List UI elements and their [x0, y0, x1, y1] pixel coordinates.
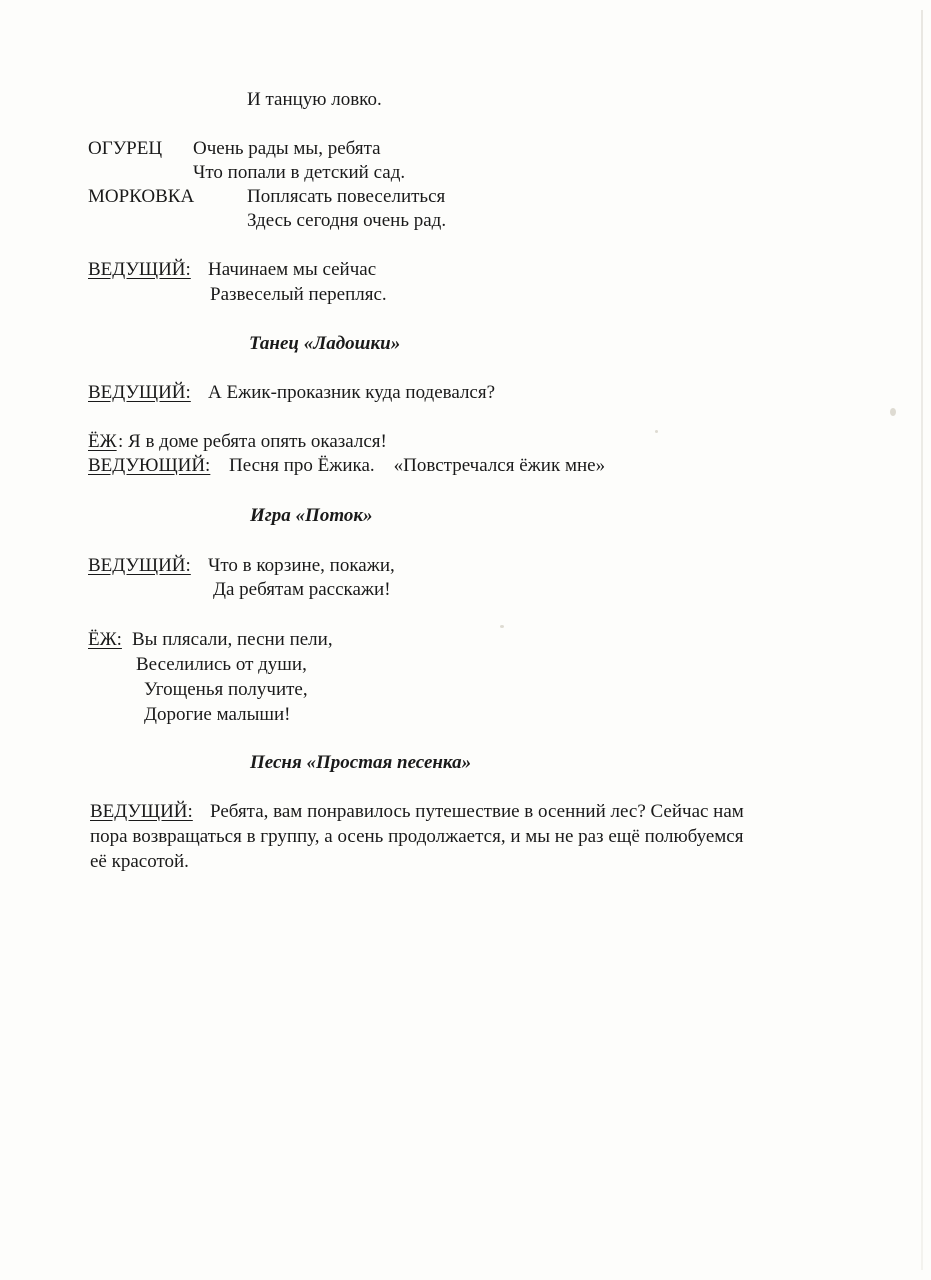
speaker-ezh: ЁЖ — [88, 431, 117, 452]
heading-dance: Танец «Ладошки» — [249, 333, 401, 354]
line-ved3-1: Песня про Ёжика. «Повстречался ёжик мне» — [229, 455, 606, 476]
line-ezh2-3: Угощенья получите, — [144, 679, 308, 700]
scan-speck — [655, 430, 658, 433]
scan-edge — [921, 10, 923, 1270]
line-morkovka-1: Поплясать повеселиться — [247, 186, 446, 207]
scan-speck — [890, 408, 896, 416]
line-ved2-1: А Ежик-проказник куда подевался? — [208, 382, 496, 403]
line-ogurets-2: Что попали в детский сад. — [193, 162, 406, 183]
line-ved4-1: Что в корзине, покажи, — [208, 555, 395, 576]
line-ved5-3: её красотой. — [90, 851, 189, 872]
line-dance: И танцую ловко. — [247, 89, 382, 110]
line-ved1-1: Начинаем мы сейчас — [208, 259, 377, 280]
line-ezh2-1: Вы плясали, песни пели, — [132, 629, 333, 650]
line-ved5-1: Ребята, вам понравилось путешествие в осенний лес? Сейчас нам — [210, 801, 744, 822]
line-ezh2-4: Дорогие малыши! — [144, 704, 291, 725]
speaker-morkovka: МОРКОВКА — [88, 186, 195, 207]
speaker-ezh: ЁЖ: — [88, 629, 122, 650]
heading-song: Песня «Простая песенка» — [250, 752, 472, 773]
line-ezh1-1: : Я в доме ребята опять оказался! — [118, 431, 387, 452]
speaker-vedushchiy: ВЕДУЩИЙ: — [88, 555, 191, 576]
line-ved1-2: Развеселый перепляс. — [210, 284, 387, 305]
scan-speck — [500, 625, 504, 628]
speaker-vedushchiy: ВЕДУЩИЙ: — [90, 801, 193, 822]
line-ogurets-1: Очень рады мы, ребята — [193, 138, 381, 159]
speaker-vedushchiy: ВЕДУЩИЙ: — [88, 259, 191, 280]
speaker-ogurets: ОГУРЕЦ — [88, 138, 163, 159]
line-ved4-2: Да ребятам расскажи! — [213, 579, 391, 600]
speaker-vedushchiy: ВЕДУЮЩИЙ: — [88, 455, 211, 476]
line-ved5-2: пора возвращаться в группу, а осень продолжается, и мы не раз ещё полюбуемся — [90, 826, 744, 847]
line-morkovka-2: Здесь сегодня очень рад. — [247, 210, 447, 231]
speaker-vedushchiy: ВЕДУЩИЙ: — [88, 382, 191, 403]
heading-game: Игра «Поток» — [250, 505, 373, 526]
line-ezh2-2: Веселились от души, — [136, 654, 307, 675]
